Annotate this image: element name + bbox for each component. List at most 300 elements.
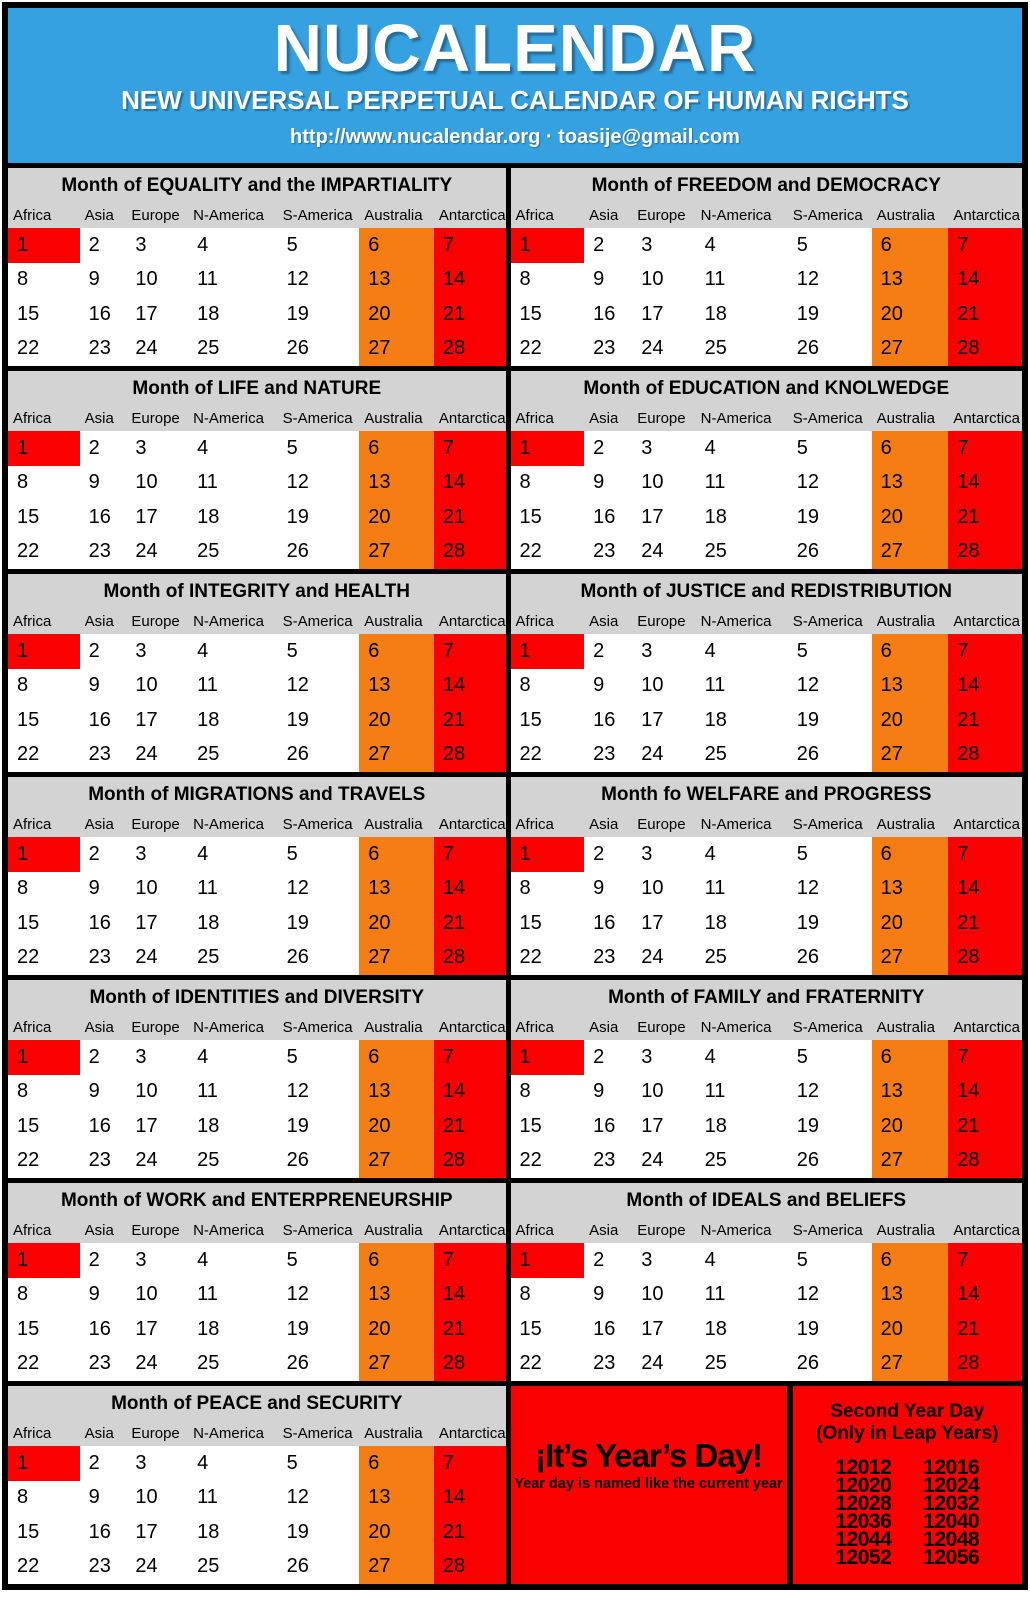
years-day-box xyxy=(511,1386,787,1584)
day-row xyxy=(511,669,1022,704)
continent-header: S-America xyxy=(792,613,863,630)
day-cell: 12 xyxy=(796,1283,819,1306)
continent-header: Africa xyxy=(13,1019,52,1036)
day-cell: 7 xyxy=(948,431,1022,466)
day-cell: 27 xyxy=(359,1144,434,1179)
day-cell: 28 xyxy=(434,941,506,976)
second-year-day-subtitle: (Only in Leap Years) xyxy=(816,1423,999,1445)
month-title: Month of WORK and ENTERPRENEURSHIP xyxy=(8,1183,506,1218)
day-cell: 11 xyxy=(197,674,218,697)
day-cell: 22 xyxy=(17,946,40,969)
day-cell: 15 xyxy=(519,505,542,528)
day-cell: 26 xyxy=(286,946,309,969)
day-cell: 23 xyxy=(88,540,111,563)
day-cell: 6 xyxy=(872,228,949,263)
day-cell: 25 xyxy=(197,1352,220,1375)
continent-header: Asia xyxy=(589,1222,619,1239)
day-cell: 6 xyxy=(872,1040,949,1075)
continent-header: S-America xyxy=(282,207,353,224)
month-title: Month of EQUALITY and the IMPARTIALITY xyxy=(8,168,506,203)
month-block xyxy=(511,574,1022,772)
day-cell: 20 xyxy=(872,1312,949,1347)
continent-header: S-America xyxy=(792,207,863,224)
day-row xyxy=(8,1550,506,1585)
continent-header: Australia xyxy=(364,410,423,427)
day-cell: 10 xyxy=(135,471,158,494)
day-cell: 10 xyxy=(135,1283,158,1306)
day-cell: 22 xyxy=(519,540,542,563)
day-cell: 11 xyxy=(197,268,218,291)
day-cell: 15 xyxy=(519,302,542,325)
day-cell: 26 xyxy=(796,540,819,563)
month-title: Month of FAMILY and FRATERNITY xyxy=(511,980,1022,1015)
day-cell: 7 xyxy=(434,228,506,263)
day-cell: 2 xyxy=(593,233,605,256)
day-row xyxy=(511,500,1022,535)
continent-header: Asia xyxy=(84,1222,114,1239)
continent-header: Asia xyxy=(84,613,114,630)
continent-header: Africa xyxy=(13,1222,52,1239)
day-cell: 13 xyxy=(872,872,949,907)
day-cell: 22 xyxy=(17,743,40,766)
continent-header: Antarctica xyxy=(953,207,1021,224)
day-cell: 8 xyxy=(519,1080,531,1103)
continent-header-row xyxy=(8,406,506,431)
day-cell: 22 xyxy=(519,337,542,360)
day-cell: 1 xyxy=(8,431,80,466)
continent-header: S-America xyxy=(282,1425,353,1442)
leap-year: 12052 xyxy=(835,1545,892,1569)
continent-header: N-America xyxy=(700,816,772,833)
day-cell: 18 xyxy=(197,1317,220,1340)
day-row xyxy=(511,1075,1022,1110)
day-cell: 19 xyxy=(286,708,309,731)
day-cell: 20 xyxy=(359,906,434,941)
month-block xyxy=(8,1386,506,1584)
day-cell: 16 xyxy=(593,1317,616,1340)
day-cell: 19 xyxy=(286,302,309,325)
continent-header: Australia xyxy=(364,1425,423,1442)
day-cell: 7 xyxy=(948,1040,1022,1075)
continent-header: Europe xyxy=(131,1425,180,1442)
day-cell: 25 xyxy=(197,1149,220,1172)
day-cell: 10 xyxy=(135,1080,158,1103)
day-cell: 26 xyxy=(286,1149,309,1172)
continent-header: S-America xyxy=(792,1222,863,1239)
day-cell: 24 xyxy=(641,1149,664,1172)
day-cell: 5 xyxy=(286,842,298,865)
day-cell: 20 xyxy=(872,1109,949,1144)
continent-header: Europe xyxy=(131,410,180,427)
day-cell: 5 xyxy=(286,1248,298,1271)
day-cell: 3 xyxy=(641,639,653,662)
month-block xyxy=(8,574,506,772)
continent-header: Antarctica xyxy=(438,1222,506,1239)
day-cell: 3 xyxy=(641,1045,653,1068)
day-cell: 18 xyxy=(197,302,220,325)
day-row xyxy=(8,1347,506,1382)
day-cell: 2 xyxy=(593,436,605,459)
day-cell: 27 xyxy=(872,535,949,570)
day-cell: 8 xyxy=(519,1283,531,1306)
day-cell: 9 xyxy=(593,877,605,900)
continent-header: Africa xyxy=(13,816,52,833)
day-cell: 4 xyxy=(197,1248,209,1271)
day-cell: 4 xyxy=(197,1045,209,1068)
day-cell: 14 xyxy=(948,1278,1022,1313)
continent-header: Europe xyxy=(637,613,686,630)
continent-header: S-America xyxy=(792,816,863,833)
continent-header: Antarctica xyxy=(438,816,506,833)
continent-header: Europe xyxy=(131,1222,180,1239)
day-cell: 24 xyxy=(641,946,664,969)
day-row xyxy=(511,906,1022,941)
continent-header: Antarctica xyxy=(438,1425,506,1442)
month-block xyxy=(511,777,1022,975)
day-cell: 13 xyxy=(872,466,949,501)
continent-header: Asia xyxy=(589,1019,619,1036)
continent-header: Africa xyxy=(13,410,52,427)
month-title: Month of EDUCATION and KNOLWEDGE xyxy=(511,371,1022,406)
day-cell: 21 xyxy=(948,703,1022,738)
day-cell: 16 xyxy=(593,911,616,934)
day-cell: 16 xyxy=(88,1114,111,1137)
day-cell: 11 xyxy=(197,1080,218,1103)
continent-header-row xyxy=(511,812,1022,837)
day-cell: 20 xyxy=(359,703,434,738)
day-cell: 3 xyxy=(641,1248,653,1271)
day-cell: 21 xyxy=(434,500,506,535)
day-cell: 21 xyxy=(948,1312,1022,1347)
day-cell: 23 xyxy=(593,540,616,563)
day-cell: 2 xyxy=(88,436,100,459)
day-cell: 26 xyxy=(286,540,309,563)
day-cell: 27 xyxy=(359,941,434,976)
day-cell: 7 xyxy=(434,837,506,872)
day-cell: 24 xyxy=(641,743,664,766)
day-cell: 18 xyxy=(704,1114,727,1137)
continent-header: S-America xyxy=(282,1019,353,1036)
continent-header: Asia xyxy=(84,207,114,224)
day-cell: 17 xyxy=(135,1317,158,1340)
day-cell: 16 xyxy=(88,911,111,934)
continent-header: Africa xyxy=(13,1425,52,1442)
day-cell: 18 xyxy=(704,302,727,325)
day-cell: 12 xyxy=(286,1080,309,1103)
day-cell: 6 xyxy=(872,634,949,669)
continent-header: Europe xyxy=(637,1019,686,1036)
day-row xyxy=(8,500,506,535)
continent-header: Africa xyxy=(13,207,52,224)
day-cell: 11 xyxy=(197,1486,218,1509)
day-cell: 4 xyxy=(197,842,209,865)
continent-header: Antarctica xyxy=(953,613,1021,630)
day-cell: 11 xyxy=(704,471,726,494)
day-cell: 7 xyxy=(434,431,506,466)
day-row xyxy=(8,941,506,976)
day-cell: 19 xyxy=(796,911,819,934)
day-cell: 20 xyxy=(872,703,949,738)
day-cell: 17 xyxy=(641,505,664,528)
month-block xyxy=(8,168,506,366)
day-row xyxy=(8,1040,506,1075)
day-cell: 13 xyxy=(359,263,434,298)
day-cell: 23 xyxy=(88,1149,111,1172)
day-cell: 9 xyxy=(88,1080,100,1103)
day-cell: 1 xyxy=(511,634,585,669)
day-row xyxy=(8,872,506,907)
month-title: Month of IDEALS and BELIEFS xyxy=(511,1183,1022,1218)
continent-header: Africa xyxy=(13,613,52,630)
day-row xyxy=(511,431,1022,466)
continent-header: N-America xyxy=(700,1019,772,1036)
day-cell: 25 xyxy=(704,743,727,766)
day-cell: 12 xyxy=(286,268,309,291)
day-cell: 5 xyxy=(796,1248,808,1271)
day-cell: 12 xyxy=(286,471,309,494)
continent-header: N-America xyxy=(193,1425,264,1442)
day-cell: 6 xyxy=(359,1446,434,1481)
continent-header: Asia xyxy=(589,410,619,427)
month-block xyxy=(8,777,506,975)
day-cell: 20 xyxy=(872,906,949,941)
day-cell: 2 xyxy=(88,842,100,865)
continent-header: N-America xyxy=(193,1019,264,1036)
day-cell: 2 xyxy=(593,1045,605,1068)
month-title: Month of JUSTICE and REDISTRIBUTION xyxy=(511,574,1022,609)
continent-header: Europe xyxy=(131,1019,180,1036)
day-cell: 24 xyxy=(135,743,158,766)
day-cell: 19 xyxy=(796,708,819,731)
day-row xyxy=(8,1481,506,1516)
day-cell: 14 xyxy=(434,669,506,704)
day-cell: 1 xyxy=(511,228,585,263)
day-row xyxy=(8,906,506,941)
day-cell: 3 xyxy=(135,1451,147,1474)
day-cell: 15 xyxy=(519,1114,542,1137)
continent-header-row xyxy=(8,1015,506,1040)
day-cell: 4 xyxy=(704,436,716,459)
day-cell: 24 xyxy=(135,946,158,969)
leap-year-row xyxy=(793,1473,1022,1497)
day-cell: 27 xyxy=(359,738,434,773)
day-cell: 23 xyxy=(593,337,616,360)
day-cell: 14 xyxy=(434,872,506,907)
day-cell: 16 xyxy=(88,505,111,528)
day-cell: 18 xyxy=(197,505,220,528)
day-cell: 20 xyxy=(872,297,949,332)
day-row xyxy=(8,634,506,669)
continent-header-row xyxy=(511,609,1022,634)
day-cell: 18 xyxy=(704,1317,727,1340)
continent-header: Asia xyxy=(589,207,619,224)
day-cell: 1 xyxy=(8,634,80,669)
day-row xyxy=(8,431,506,466)
continent-header: Antarctica xyxy=(438,410,506,427)
day-cell: 7 xyxy=(434,1446,506,1481)
day-cell: 15 xyxy=(17,911,40,934)
continent-header: Europe xyxy=(637,207,686,224)
continent-header: Europe xyxy=(637,410,686,427)
continent-header-row xyxy=(8,812,506,837)
month-title: Month of MIGRATIONS and TRAVELS xyxy=(8,777,506,812)
day-cell: 4 xyxy=(704,842,716,865)
month-title: Month of INTEGRITY and HEALTH xyxy=(8,574,506,609)
day-cell: 18 xyxy=(704,911,727,934)
day-cell: 17 xyxy=(135,1520,158,1543)
day-cell: 20 xyxy=(359,1312,434,1347)
day-cell: 24 xyxy=(641,540,664,563)
day-cell: 6 xyxy=(359,837,434,872)
day-cell: 1 xyxy=(8,228,80,263)
day-cell: 15 xyxy=(17,1520,40,1543)
day-cell: 21 xyxy=(948,500,1022,535)
day-cell: 5 xyxy=(286,1451,298,1474)
day-cell: 22 xyxy=(17,1352,40,1375)
day-cell: 24 xyxy=(135,1352,158,1375)
continent-header: N-America xyxy=(193,613,264,630)
continent-header: N-America xyxy=(700,410,772,427)
continent-header: Africa xyxy=(515,613,554,630)
day-cell: 22 xyxy=(17,1555,40,1578)
day-cell: 18 xyxy=(704,505,727,528)
day-cell: 10 xyxy=(135,877,158,900)
day-cell: 2 xyxy=(88,1045,100,1068)
day-cell: 4 xyxy=(704,233,716,256)
day-cell: 14 xyxy=(434,263,506,298)
day-cell: 11 xyxy=(704,877,726,900)
day-cell: 6 xyxy=(359,1040,434,1075)
day-cell: 1 xyxy=(8,1243,80,1278)
day-cell: 27 xyxy=(359,535,434,570)
day-cell: 14 xyxy=(948,669,1022,704)
day-cell: 15 xyxy=(17,302,40,325)
day-cell: 8 xyxy=(17,268,29,291)
day-cell: 9 xyxy=(593,471,605,494)
day-cell: 25 xyxy=(704,946,727,969)
day-row xyxy=(8,466,506,501)
day-row xyxy=(8,1278,506,1313)
continent-header: Africa xyxy=(515,1019,554,1036)
day-cell: 8 xyxy=(17,1080,29,1103)
day-row xyxy=(8,1446,506,1481)
day-cell: 28 xyxy=(948,1144,1022,1179)
day-cell: 8 xyxy=(17,1283,29,1306)
day-cell: 9 xyxy=(593,1283,605,1306)
day-cell: 26 xyxy=(796,743,819,766)
day-cell: 4 xyxy=(704,1045,716,1068)
day-cell: 28 xyxy=(434,1550,506,1585)
month-block xyxy=(511,168,1022,366)
continent-header: Africa xyxy=(515,410,554,427)
leap-year-row xyxy=(793,1455,1022,1479)
day-cell: 25 xyxy=(197,337,220,360)
day-cell: 1 xyxy=(8,1040,80,1075)
day-cell: 13 xyxy=(872,1278,949,1313)
day-cell: 23 xyxy=(88,946,111,969)
day-cell: 25 xyxy=(197,1555,220,1578)
day-row xyxy=(511,837,1022,872)
day-cell: 16 xyxy=(593,505,616,528)
day-cell: 3 xyxy=(135,1248,147,1271)
day-cell: 10 xyxy=(135,1486,158,1509)
day-cell: 23 xyxy=(593,1352,616,1375)
leap-year: 12036 xyxy=(835,1509,892,1533)
day-cell: 10 xyxy=(641,268,664,291)
day-row xyxy=(8,738,506,773)
day-cell: 19 xyxy=(286,1114,309,1137)
day-cell: 15 xyxy=(17,1317,40,1340)
day-cell: 25 xyxy=(197,540,220,563)
day-cell: 24 xyxy=(135,337,158,360)
day-cell: 17 xyxy=(641,708,664,731)
day-cell: 25 xyxy=(704,1149,727,1172)
day-cell: 9 xyxy=(88,1486,100,1509)
website-email-line: http://www.nucalendar.org · toasije@gmail.com xyxy=(290,125,740,148)
day-cell: 12 xyxy=(286,674,309,697)
day-cell: 15 xyxy=(519,1317,542,1340)
day-cell: 18 xyxy=(704,708,727,731)
continent-header: Asia xyxy=(589,613,619,630)
day-cell: 15 xyxy=(519,708,542,731)
day-row xyxy=(511,634,1022,669)
continent-header: Antarctica xyxy=(953,1019,1021,1036)
day-cell: 18 xyxy=(197,911,220,934)
day-cell: 6 xyxy=(872,1243,949,1278)
day-cell: 26 xyxy=(286,1555,309,1578)
day-cell: 27 xyxy=(872,1347,949,1382)
continent-header: Europe xyxy=(131,613,180,630)
leap-year: 12020 xyxy=(835,1473,892,1497)
day-cell: 14 xyxy=(434,1075,506,1110)
leap-year: 12032 xyxy=(923,1491,980,1515)
day-cell: 17 xyxy=(641,1114,664,1137)
day-cell: 5 xyxy=(796,639,808,662)
continent-header: Antarctica xyxy=(438,613,506,630)
day-cell: 2 xyxy=(593,1248,605,1271)
day-cell: 21 xyxy=(434,1515,506,1550)
day-cell: 2 xyxy=(88,1248,100,1271)
day-cell: 8 xyxy=(17,1486,29,1509)
continent-header: Antarctica xyxy=(953,816,1021,833)
day-cell: 4 xyxy=(197,639,209,662)
leap-year-row xyxy=(793,1509,1022,1533)
continent-header-row xyxy=(8,1218,506,1243)
day-row xyxy=(511,941,1022,976)
day-cell: 1 xyxy=(511,1040,585,1075)
day-cell: 24 xyxy=(135,1555,158,1578)
day-cell: 3 xyxy=(135,436,147,459)
day-cell: 7 xyxy=(434,634,506,669)
day-cell: 21 xyxy=(434,1312,506,1347)
continent-header: Australia xyxy=(364,816,423,833)
day-row xyxy=(511,1312,1022,1347)
day-cell: 5 xyxy=(286,233,298,256)
day-cell: 12 xyxy=(286,1283,309,1306)
day-cell: 25 xyxy=(197,946,220,969)
day-cell: 19 xyxy=(286,505,309,528)
continent-header: N-America xyxy=(193,207,264,224)
day-cell: 4 xyxy=(704,1248,716,1271)
day-cell: 13 xyxy=(872,669,949,704)
day-row xyxy=(511,1144,1022,1179)
day-cell: 10 xyxy=(641,877,664,900)
day-cell: 21 xyxy=(434,703,506,738)
day-cell: 26 xyxy=(286,337,309,360)
continent-header: Australia xyxy=(364,613,423,630)
day-row xyxy=(8,332,506,367)
day-row xyxy=(511,738,1022,773)
